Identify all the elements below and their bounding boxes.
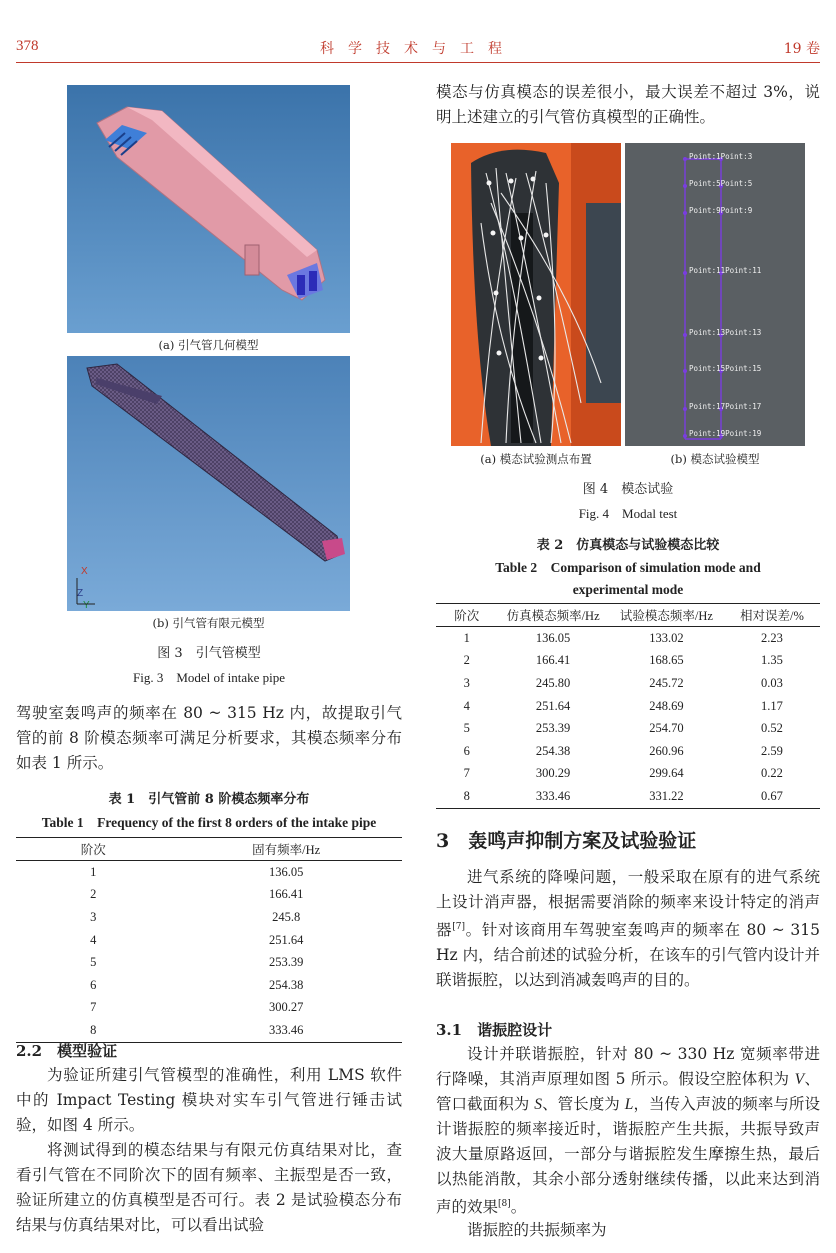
paragraph-text: 、管长度为 bbox=[542, 1095, 625, 1113]
table1-header-order: 阶次 bbox=[16, 838, 170, 861]
table2-header-order: 阶次 bbox=[436, 604, 497, 627]
citation-ref[interactable]: [7] bbox=[452, 922, 465, 932]
fig4b-test-model bbox=[625, 143, 805, 446]
table-cell: 3 bbox=[90, 909, 97, 924]
table-row bbox=[436, 627, 820, 650]
fig3-title-en: Fig. 3 Model of intake pipe bbox=[132, 670, 285, 685]
table-cell: 254.38 bbox=[535, 743, 571, 758]
test-model-wireframe bbox=[625, 143, 805, 446]
table-cell: 300.29 bbox=[535, 766, 571, 781]
table-cell: 6 bbox=[463, 743, 470, 758]
table-row bbox=[436, 717, 820, 740]
table-cell: 166.41 bbox=[269, 887, 304, 902]
fig4a-photo bbox=[451, 143, 621, 446]
paragraph-text: 设计并联谐振腔，针对 80 ~ 330 Hz 宽频率带进行降噪，其消声原理如图 5 所示。假设空腔体积为 bbox=[436, 1045, 820, 1088]
axis-z-label: Z bbox=[77, 588, 84, 599]
left-paragraph-1: 驾驶室轰鸣声的频率在 80 ~ 315 Hz 内，故提取引气管的前 8 阶模态频率可满足分析要求，其模态频率分布如表 1 所示。 bbox=[16, 704, 402, 772]
section-2-2-heading: 2.2 模型验证 bbox=[16, 1042, 118, 1060]
table-row bbox=[16, 974, 402, 997]
fig3b-mesh-image bbox=[67, 356, 350, 611]
running-header bbox=[16, 38, 820, 60]
table-cell: 5 bbox=[463, 721, 470, 736]
table-cell: 0.03 bbox=[761, 675, 783, 690]
journal-title: 科学技术与工程 bbox=[320, 41, 516, 57]
table2-header-experimental: 试验模态频率/Hz bbox=[609, 604, 724, 627]
table-row bbox=[16, 861, 402, 884]
point-label: Point:13Point:13 bbox=[689, 328, 762, 337]
table2-title-cn: 表 2 仿真模态与试验模态比较 bbox=[536, 538, 720, 553]
table-cell: 260.96 bbox=[649, 743, 684, 758]
table2-header-simulation: 仿真模态频率/Hz bbox=[497, 604, 608, 627]
volume-label: 19 卷 bbox=[783, 41, 820, 57]
left-paragraph-3: 将测试得到的模态结果与有限元仿真结果对比，查看引气管在不同阶次下的固有频率、主振型是否一致，验证所建立的仿真模型是否可行。表 2 是试验模态分布结果与仿真结果对比，可以看出试验 bbox=[16, 1141, 402, 1234]
table-cell: 4 bbox=[463, 698, 470, 713]
table-cell: 253.39 bbox=[535, 721, 571, 736]
intake-pipe-mesh-illustration bbox=[67, 356, 350, 611]
table-cell: 299.64 bbox=[649, 766, 684, 781]
variable-l: L bbox=[624, 1096, 634, 1113]
citation-ref[interactable]: [8] bbox=[498, 1199, 511, 1209]
point-label: Point:1Point:3 bbox=[689, 152, 753, 161]
table-row bbox=[16, 997, 402, 1020]
table-cell: 251.64 bbox=[269, 932, 304, 947]
paragraph-text: ，当传入声波的频率与所设计谐振腔的频率接近时，谐振腔产生共振，共振导致声波大量原路返回，一部分与谐振腔发生摩擦生热，最后以热能消散，其余小部分透射继续传播，以此来达到消声的效果 bbox=[436, 1095, 820, 1217]
fig3b-caption: (b) 引气管有限元模型 bbox=[152, 616, 265, 630]
table-cell: 1.17 bbox=[761, 698, 783, 713]
table2 bbox=[436, 603, 820, 809]
table-cell: 248.69 bbox=[649, 698, 684, 713]
header-rule bbox=[16, 62, 820, 63]
table1-header-frequency: 固有频率/Hz bbox=[170, 838, 402, 861]
point-label: Point:11Point:11 bbox=[689, 266, 762, 275]
variable-s: S bbox=[534, 1096, 543, 1113]
right-paragraph-3: 谐振腔的共振频率为 bbox=[467, 1221, 607, 1239]
right-paragraph-1 bbox=[436, 865, 820, 993]
table-cell: 245.72 bbox=[649, 675, 684, 690]
table-cell: 253.39 bbox=[269, 955, 304, 970]
table-cell: 331.22 bbox=[609, 785, 724, 808]
point-label: Point:5Point:5 bbox=[689, 179, 753, 188]
table-row bbox=[16, 884, 402, 907]
table-cell: 333.46 bbox=[170, 1019, 402, 1042]
variable-v: V bbox=[794, 1071, 805, 1088]
table-cell: 1 bbox=[90, 864, 97, 879]
left-paragraph-2: 为验证所建引气管模型的准确性，利用 LMS 软件中的 Impact Testing 模块对实车引气管进行锤击试验，如图 4 所示。 bbox=[16, 1066, 402, 1134]
paragraph-text: 进气系统的降噪问题，一般采取在原有的进气系统上设计消声器，根据需要消除的频率来设计特定的消声器 bbox=[436, 868, 820, 940]
table-cell: 245.80 bbox=[535, 675, 571, 690]
modal-test-photo-illustration bbox=[451, 143, 621, 446]
paragraph-text: 。针对该商用车驾驶室轰鸣声的频率在 80 ~ 315 Hz 内，结合前述的试验分析，在该车的引气管内设计并联谐振腔，以达到消减轰鸣声的目的。 bbox=[436, 921, 820, 990]
table-cell: 2.23 bbox=[761, 630, 783, 645]
table-cell: 2 bbox=[463, 653, 470, 668]
table-cell: 254.38 bbox=[269, 977, 304, 992]
table1-title-en: Table 1 Frequency of the first 8 orders of the intake pipe bbox=[41, 815, 377, 830]
table-cell: 1.35 bbox=[761, 653, 783, 668]
table-cell: 1 bbox=[463, 630, 470, 645]
table-cell: 251.64 bbox=[535, 698, 571, 713]
table-cell: 8 bbox=[16, 1019, 170, 1042]
table-row bbox=[436, 672, 820, 695]
table2-title-en-line2: experimental mode bbox=[572, 582, 684, 597]
table-row bbox=[436, 695, 820, 718]
table-row bbox=[436, 785, 820, 808]
table-cell: 168.65 bbox=[649, 653, 684, 668]
table-cell: 333.46 bbox=[497, 785, 608, 808]
axis-y-label: Y bbox=[83, 600, 90, 611]
point-label: Point:19Point:19 bbox=[689, 429, 762, 438]
table-cell: 300.27 bbox=[269, 1000, 304, 1015]
axis-x-label: X bbox=[81, 566, 88, 577]
table-cell: 3 bbox=[463, 675, 470, 690]
table-cell: 136.05 bbox=[535, 630, 571, 645]
table1-title-cn: 表 1 引气管前 8 阶模态频率分布 bbox=[108, 792, 310, 807]
fig4-title-en: Fig. 4 Modal test bbox=[578, 506, 678, 521]
table-row bbox=[436, 763, 820, 786]
table-cell: 166.41 bbox=[535, 653, 571, 668]
point-label: Point:15Point:15 bbox=[689, 364, 762, 373]
section-3-1-heading: 3.1 谐振腔设计 bbox=[436, 1021, 553, 1039]
right-paragraph-2 bbox=[436, 1042, 820, 1220]
table-cell: 8 bbox=[436, 785, 497, 808]
table-cell: 133.02 bbox=[649, 630, 684, 645]
paragraph-text: 。 bbox=[510, 1198, 527, 1217]
section-3-heading: 3 轰鸣声抑制方案及试验验证 bbox=[436, 830, 697, 852]
fig3a-geometry-image bbox=[67, 85, 350, 333]
table-cell: 7 bbox=[463, 766, 470, 781]
fig4b-caption: (b) 模态试验模型 bbox=[670, 452, 760, 466]
table-cell: 5 bbox=[90, 955, 97, 970]
point-label: Point:9Point:9 bbox=[689, 206, 753, 215]
table-cell: 0.52 bbox=[761, 721, 783, 736]
table-cell: 7 bbox=[90, 1000, 97, 1015]
table1 bbox=[16, 837, 402, 1043]
table-cell: 2.59 bbox=[761, 743, 783, 758]
table2-title-en-line1: Table 2 Comparison of simulation mode and bbox=[495, 560, 761, 575]
table-cell: 245.8 bbox=[272, 909, 301, 924]
table-row bbox=[436, 740, 820, 763]
table-cell: 2 bbox=[90, 887, 97, 902]
intake-pipe-geometry-illustration bbox=[67, 85, 350, 333]
table-row bbox=[16, 906, 402, 929]
table-cell: 6 bbox=[90, 977, 97, 992]
fig4-title-cn: 图 4 模态试验 bbox=[582, 482, 674, 497]
paragraph-text: 、管口截面积为 bbox=[436, 1070, 820, 1113]
table-row bbox=[436, 650, 820, 673]
table-cell: 0.67 bbox=[724, 785, 820, 808]
table2-header-error: 相对误差/% bbox=[724, 604, 820, 627]
table-cell: 136.05 bbox=[269, 864, 304, 879]
fig3-title-cn: 图 3 引气管模型 bbox=[157, 646, 261, 661]
table-cell: 254.70 bbox=[649, 721, 684, 736]
table-row bbox=[16, 1019, 402, 1042]
table-cell: 4 bbox=[90, 932, 97, 947]
fig4a-caption: (a) 模态试验测点布置 bbox=[480, 452, 592, 466]
page-number: 378 bbox=[16, 38, 39, 54]
table-row bbox=[16, 951, 402, 974]
table-row bbox=[16, 929, 402, 952]
table-cell: 0.22 bbox=[761, 766, 783, 781]
fig3a-caption: (a) 引气管几何模型 bbox=[158, 338, 259, 352]
right-paragraph-top: 模态与仿真模态的误差很小，最大误差不超过 3%，说明上述建立的引气管仿真模型的正确性。 bbox=[436, 83, 820, 126]
point-label: Point:17Point:17 bbox=[689, 402, 762, 411]
